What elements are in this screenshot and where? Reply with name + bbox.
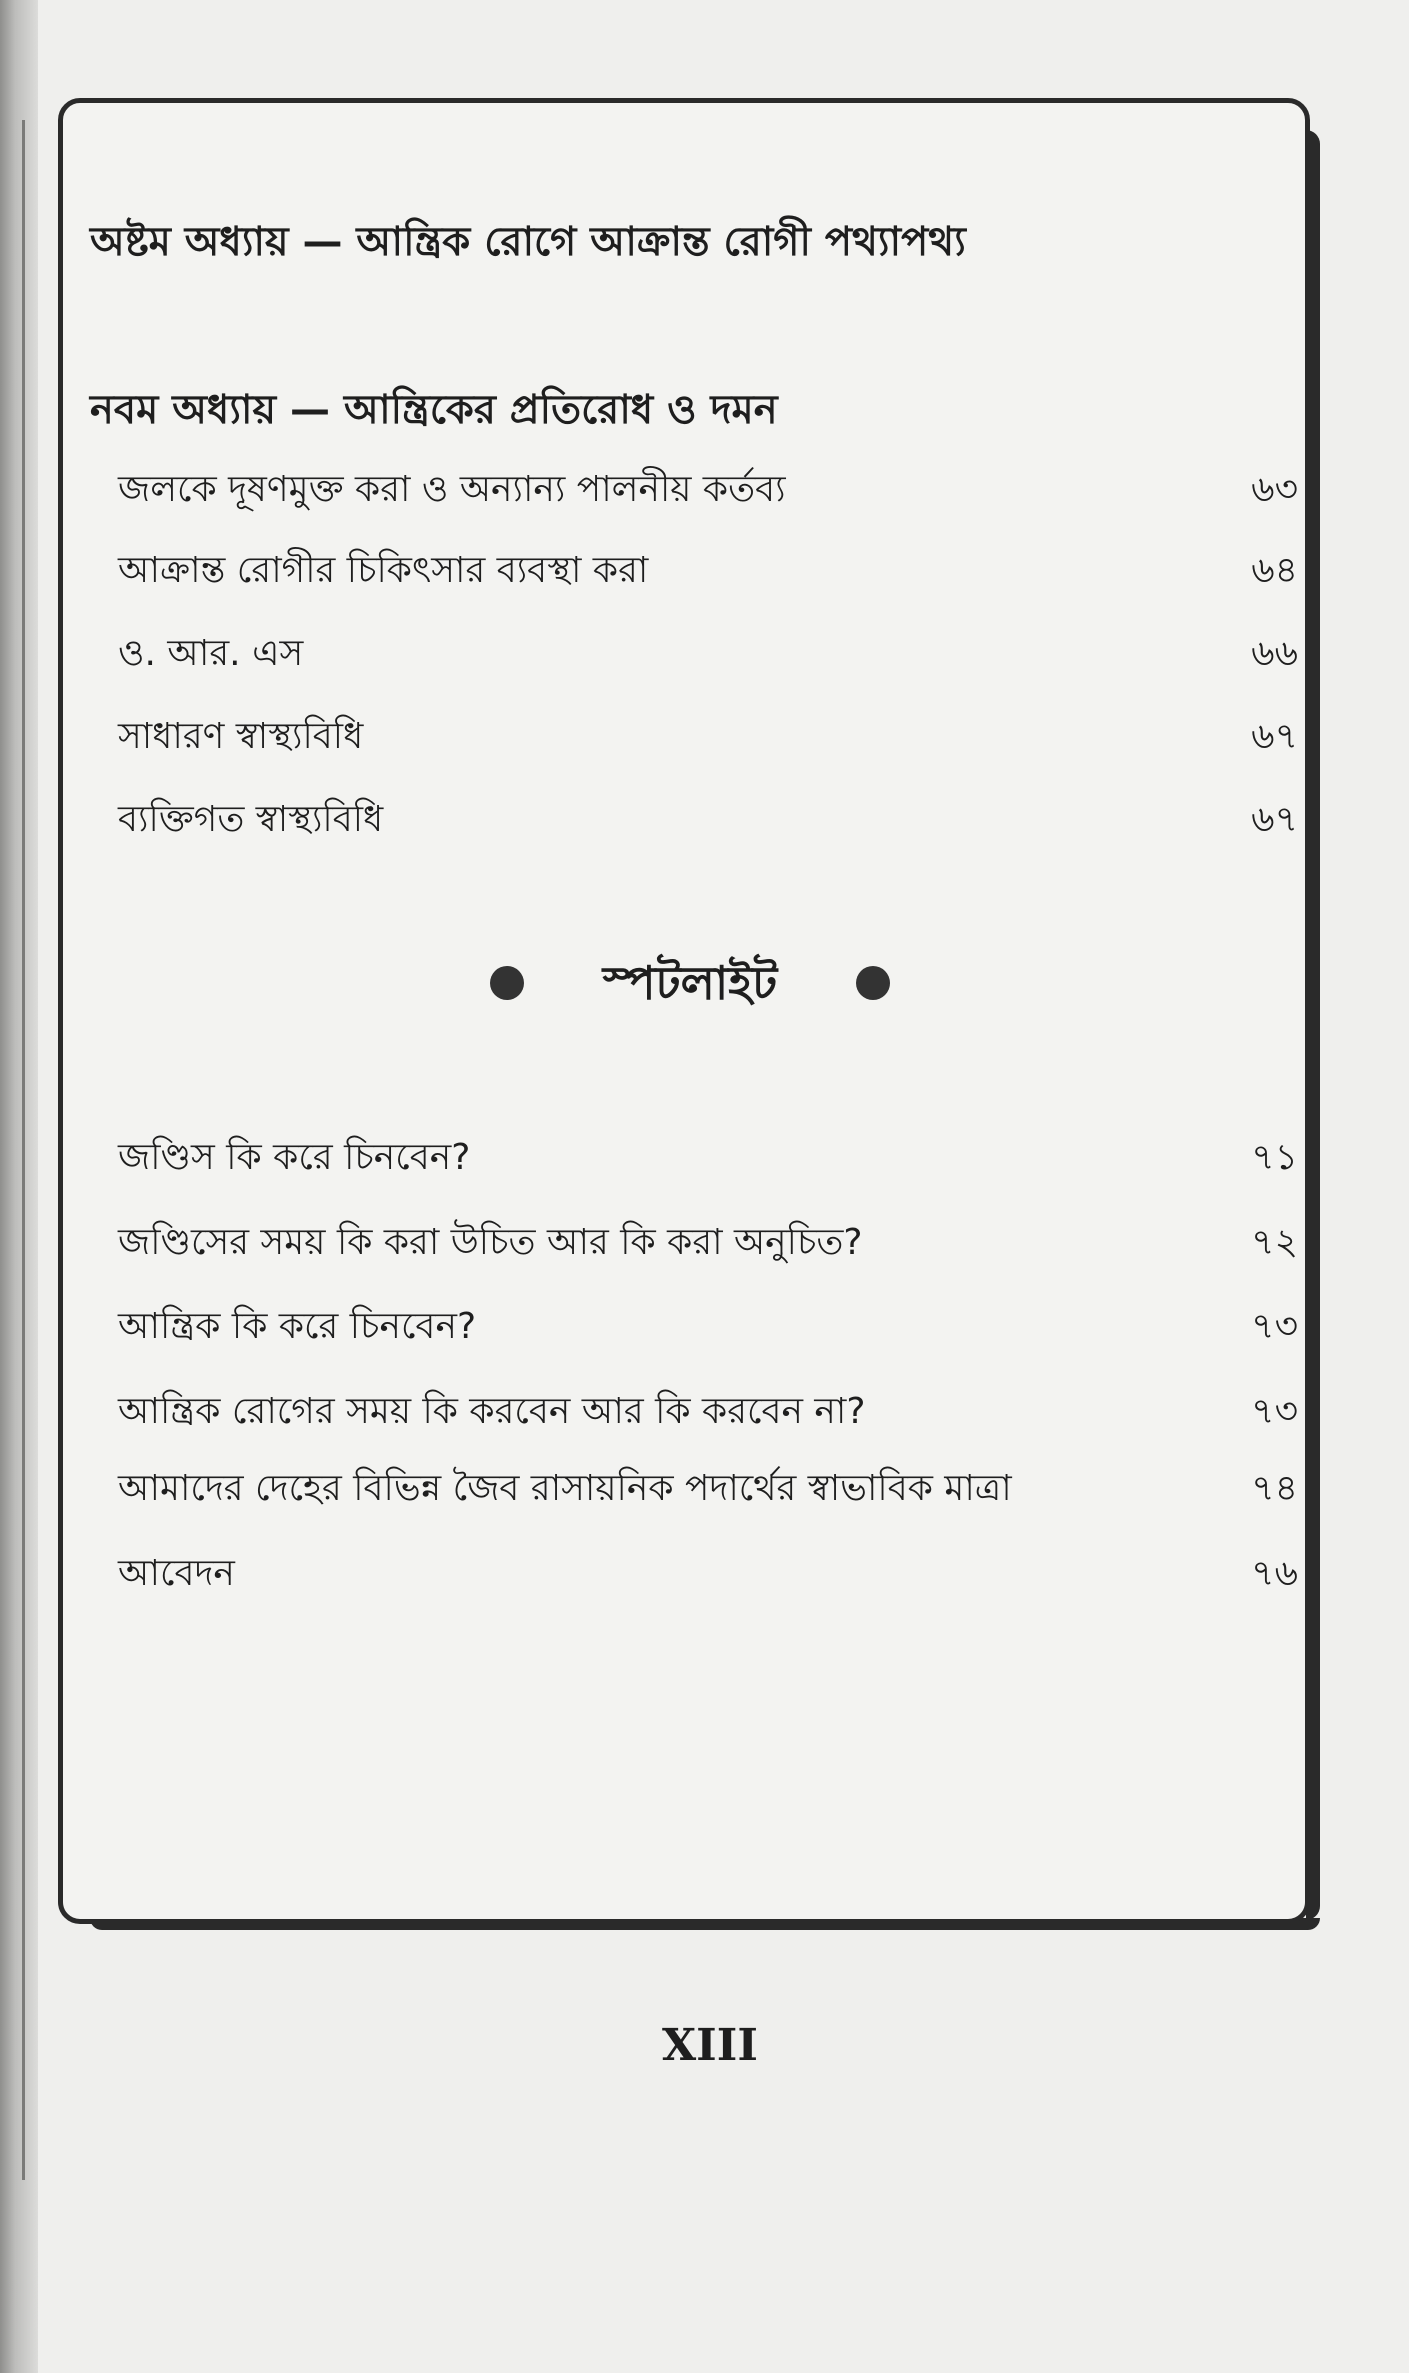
toc-entry-page: ৭৩ — [1251, 1306, 1298, 1347]
toc-entry-page: ৬৭ — [1251, 716, 1298, 757]
toc-entry — [118, 712, 1298, 762]
toc-entry-page: ৭২ — [1251, 1222, 1298, 1263]
toc-entry — [118, 1133, 1298, 1183]
toc-entry-page: ৬৪ — [1251, 550, 1298, 591]
toc-entry-label: আমাদের দেহের বিভিন্ন জৈব রাসায়নিক পদার্থের স্বাভাবিক মাত্রা — [118, 1468, 1012, 1509]
toc-entry-label: ব্যক্তিগত স্বাস্থ্যবিধি — [118, 799, 384, 840]
toc-entry — [118, 1218, 1298, 1268]
toc-entry-label: আবেদন — [118, 1553, 235, 1594]
toc-entry — [118, 1464, 1298, 1514]
chapter-9-heading: নবম অধ্যায় — আন্ত্রিকের প্রতিরোধ ও দমন — [90, 387, 778, 433]
page-number: XIII — [662, 2020, 758, 2071]
toc-entry-label: সাধারণ স্বাস্থ্যবিধি — [118, 716, 364, 757]
toc-entry-page: ৭৩ — [1251, 1391, 1298, 1432]
toc-entry-label: আন্ত্রিক কি করে চিনবেন? — [118, 1306, 477, 1347]
toc-entry-label: জণ্ডিসের সময় কি করা উচিত আর কি করা অনুচিত? — [118, 1222, 863, 1263]
page-edge-line — [22, 120, 25, 2180]
toc-entry-page: ৬৩ — [1251, 469, 1298, 510]
toc-entry-page: ৭৪ — [1251, 1468, 1298, 1509]
toc-entry-label: আন্ত্রিক রোগের সময় কি করবেন আর কি করবেন না? — [118, 1391, 866, 1432]
toc-entry — [118, 1387, 1298, 1437]
toc-entry-label: ও. আর. এস — [118, 633, 304, 674]
toc-entry-page: ৬৭ — [1251, 799, 1298, 840]
toc-entry — [118, 1549, 1298, 1599]
toc-entry — [118, 795, 1298, 845]
toc-entry — [118, 1302, 1298, 1352]
toc-entry-label: জণ্ডিস কি করে চিনবেন? — [118, 1137, 471, 1178]
bullet-dot-icon — [490, 966, 524, 1000]
bullet-dot-icon — [856, 966, 890, 1000]
toc-entry-label: আক্রান্ত রোগীর চিকিৎসার ব্যবস্থা করা — [118, 550, 649, 591]
spotlight-title: স্পটলাইট — [602, 956, 778, 1010]
toc-entry — [118, 465, 1298, 515]
toc-entry-page: ৭১ — [1251, 1137, 1298, 1178]
chapter-8-heading: অষ্টম অধ্যায় — আন্ত্রিক রোগে আক্রান্ত রোগী পথ্যাপথ্য — [90, 219, 966, 265]
book-spine-edge — [0, 0, 38, 2373]
toc-entry — [118, 546, 1298, 596]
spotlight-heading — [490, 950, 890, 1020]
toc-entry-page: ৭৬ — [1251, 1553, 1298, 1594]
toc-entry-label: জলকে দূষণমুক্ত করা ও অন্যান্য পালনীয় কর্তব্য — [118, 469, 786, 510]
toc-entry-page: ৬৬ — [1251, 633, 1298, 674]
toc-entry — [118, 629, 1298, 679]
